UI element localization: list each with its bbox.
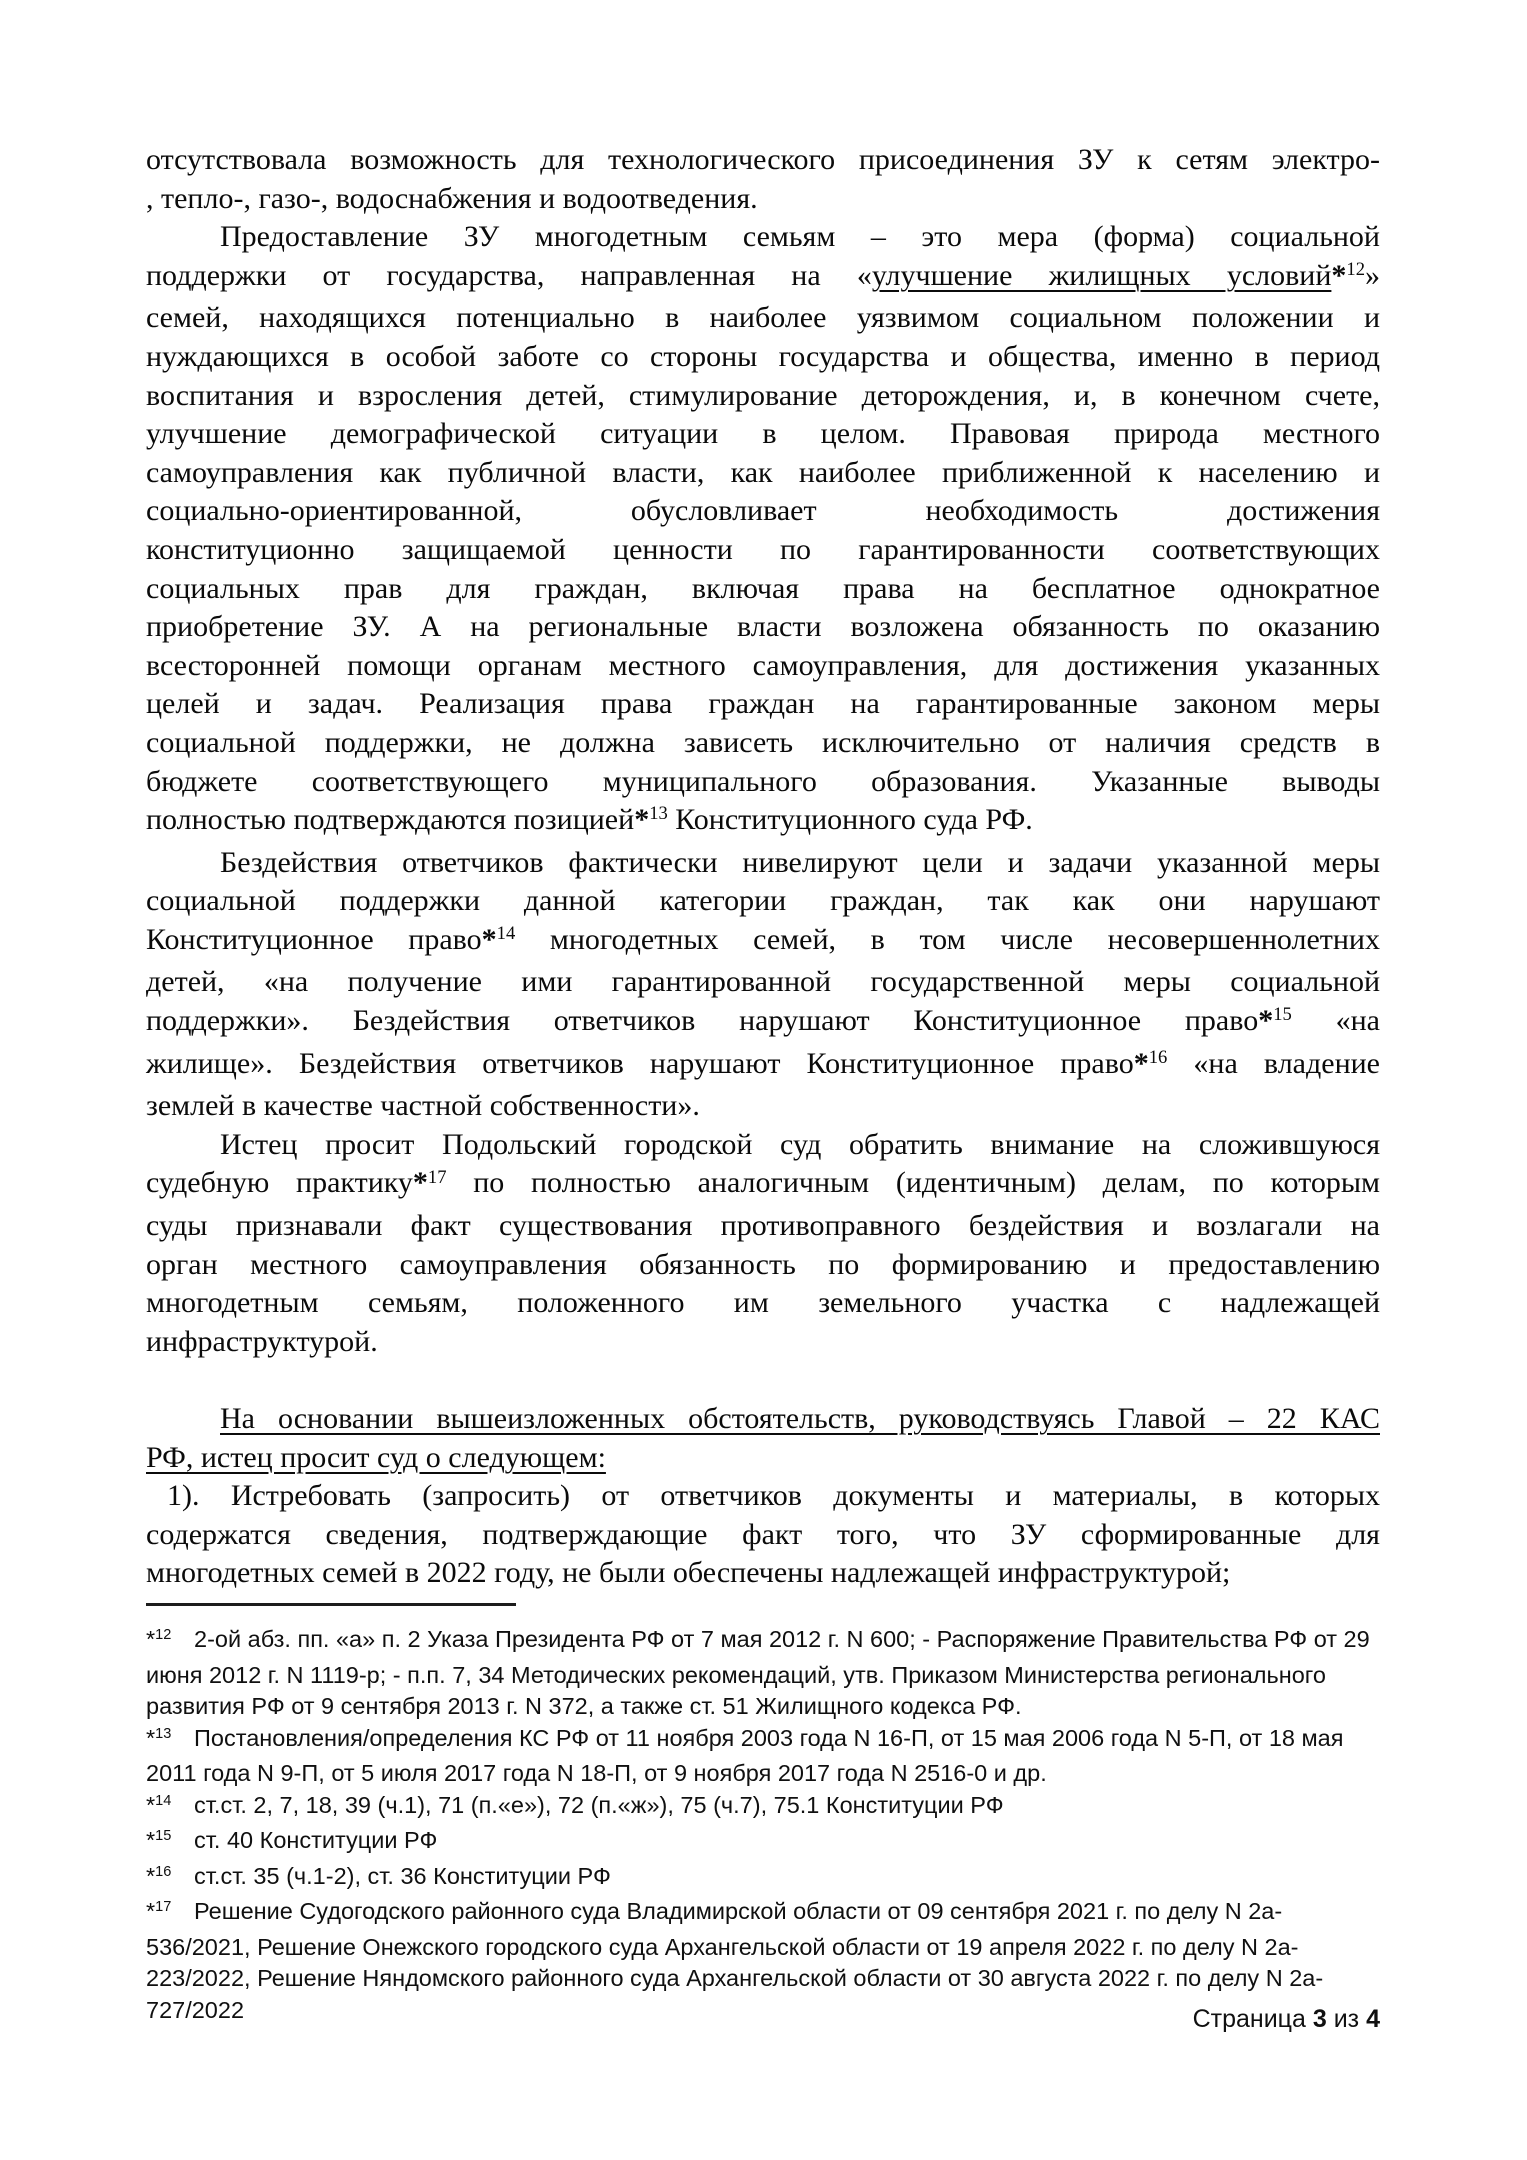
text-line	[146, 377, 1380, 416]
first-line-indent	[146, 871, 220, 872]
footnote-text: ст.ст. 2, 7, 18, 39 (ч.1), 71 (п.«е»), 72 (п.«ж»), 75 (ч.7), 75.1 Конституции РФ	[194, 1791, 1004, 1818]
text-run: семей, находящихся потенциально в наиболее уязвимом социальном положении и	[146, 301, 1380, 335]
footnote-number: 12	[155, 1627, 172, 1644]
text-line	[146, 882, 1380, 921]
page-number-middle: из	[1326, 2005, 1367, 2033]
text-run: детей, «на получение ими гарантированной государственной меры социальной	[146, 965, 1380, 999]
text-line	[146, 801, 1380, 844]
footnote-text: ст.ст. 35 (ч.1-2), ст. 36 Конституции РФ	[194, 1862, 611, 1889]
text-run: социальной поддержки данной категории граждан, так как они нарушают	[146, 884, 1380, 918]
text-run: Конституционное право	[146, 922, 482, 956]
footnote-text: июня 2012 г. N 1119-р; - п.п. 7, 34 Методических рекомендаций, утв. Приказом Министерства регионального	[146, 1661, 1326, 1688]
text-run: жилище». Бездействия ответчиков нарушают Конституционное право	[146, 1046, 1134, 1080]
asterisk: *	[146, 1724, 156, 1751]
text-run: Бездействия ответчиков фактически нивелируют цели и задачи указанной меры	[220, 845, 1380, 879]
text-run: 1). Истребовать (запросить) от ответчиков документы и материалы, в которых	[167, 1479, 1380, 1513]
footnote-marker	[146, 1896, 194, 1932]
text-run: «на	[1291, 1004, 1380, 1038]
text-line	[146, 1516, 1380, 1555]
text-run: землей в качестве частной собственности».	[146, 1089, 700, 1123]
footnote-line	[146, 1624, 1406, 1660]
text-line	[146, 724, 1380, 763]
footnotes	[146, 1624, 1406, 2026]
text-line	[146, 921, 1380, 964]
text-run: полностью подтверждаются позицией	[146, 803, 635, 837]
footnote-ref: 17	[427, 1166, 447, 1188]
text-line	[146, 844, 1380, 883]
text-run: многодетным семьям, положенного им земельного участка с надлежащей	[146, 1286, 1380, 1320]
text-run: всесторонней помощи органам местного самоуправления, для достижения указанных	[146, 648, 1380, 682]
footnote-text: ст. 40 Конституции РФ	[194, 1827, 438, 1853]
footnote-number: 15	[155, 1828, 172, 1845]
text-run: Конституционного суда РФ.	[667, 803, 1033, 837]
blank-line	[146, 1361, 1380, 1400]
text-line	[146, 1207, 1380, 1246]
footnote-text: Постановления/определения КС РФ от 11 ноября 2003 года N 16-П, от 15 мая 2006 года N 5-П, от 18 мая	[194, 1724, 1344, 1751]
footnote-line	[146, 1660, 1406, 1692]
text-line	[146, 1002, 1380, 1045]
text-run: Истец просит Подольский городской суд обратить внимание на сложившуюся	[220, 1127, 1380, 1161]
footnote-ref: 16	[1148, 1046, 1168, 1068]
footnote-ref: 13	[649, 803, 668, 825]
text-line	[146, 1554, 1380, 1593]
text-run: *	[1258, 1004, 1274, 1038]
page-number-prefix: Страница	[1192, 2005, 1313, 2033]
text-line	[146, 257, 1380, 300]
text-run: воспитания и взросления детей, стимулирование деторождения, и, в конечном счете,	[146, 378, 1380, 412]
text-line	[146, 531, 1380, 570]
text-run: На основании вышеизложенных обстоятельств, руководствуясь Главой – 22 КАС	[220, 1402, 1380, 1435]
text-line	[146, 1284, 1380, 1323]
footnote-line	[146, 1963, 1406, 1995]
text-run: целей и задач. Реализация права граждан на гарантированные законом меры	[146, 687, 1380, 721]
text-run: орган местного самоуправления обязанность по формированию и предоставлению	[146, 1247, 1380, 1281]
footnote-text: 223/2022, Решение Няндомского районного суда Архангельской области от 30 августа 2022 г. по делу N 2а-	[146, 1965, 1324, 1991]
footnote-text: 2011 года N 9-П, от 5 июля 2017 года N 18-П, от 9 ноября 2017 года N 2516-0 и др.	[146, 1760, 1047, 1786]
footnote-number: 13	[155, 1725, 172, 1742]
text-run: , тепло-, газо-, водоснабжения и водоотведения.	[146, 181, 758, 215]
footnote-separator	[146, 1603, 516, 1606]
footnote-line	[146, 1691, 1406, 1723]
text-line	[146, 1477, 1380, 1516]
footnote-line	[146, 1723, 1406, 1759]
text-run: бюджете соответствующего муниципального образования. Указанные выводы	[146, 764, 1380, 798]
text-run: *	[1133, 1046, 1149, 1080]
text-run: улучшение демографической ситуации в целом. Правовая природа местного	[146, 417, 1380, 451]
footnote-line	[146, 1790, 1406, 1826]
text-line	[146, 763, 1380, 802]
text-run: Предоставление ЗУ многодетным семьям – это мера (форма) социальной	[220, 220, 1380, 254]
text-run: суды признавали факт существования противоправного бездействия и возлагали на	[146, 1209, 1380, 1243]
text-run: *	[412, 1166, 428, 1200]
first-line-indent	[146, 1427, 220, 1428]
text-run: улучшение жилищных условий	[871, 258, 1332, 292]
first-line-indent	[146, 1153, 220, 1154]
text-run: *	[481, 922, 497, 956]
text-run: поддержки от государства, направленная на «	[146, 258, 872, 292]
footnote-line	[146, 1896, 1406, 1932]
text-line	[146, 1045, 1380, 1088]
footnote-number: 14	[155, 1792, 172, 1809]
text-run: конституционно защищаемой ценности по гарантированности соответствующих	[146, 532, 1380, 566]
text-run: »	[1365, 258, 1380, 292]
text-line	[146, 1323, 1380, 1362]
asterisk: *	[146, 1827, 156, 1853]
text-line	[146, 454, 1380, 493]
text-line	[146, 1400, 1380, 1439]
text-line	[146, 141, 1380, 180]
text-line	[146, 1126, 1380, 1165]
text-run: «на владение	[1167, 1046, 1380, 1080]
page-number-total: 4	[1366, 2005, 1380, 2033]
footnote-text: 536/2021, Решение Онежского городского суда Архангельской области от 19 апреля 2022 г. по делу N 2а-	[146, 1933, 1299, 1960]
text-line	[146, 685, 1380, 724]
footnote-line	[146, 1758, 1406, 1790]
text-run: многодетных семей в 2022 году, не были обеспечены надлежащей инфраструктурой;	[146, 1556, 1231, 1590]
footnote-text: 727/2022	[146, 1996, 245, 2023]
footnote-line	[146, 1932, 1406, 1964]
text-run: судебную практику	[146, 1166, 413, 1200]
footnote-marker	[146, 1790, 194, 1826]
text-line	[146, 608, 1380, 647]
footnote-ref: 15	[1273, 1004, 1292, 1026]
text-run: приобретение ЗУ. А на региональные власти возложена обязанность по оказанию	[146, 610, 1380, 644]
page-footer	[146, 2004, 1380, 2034]
footnote-marker	[146, 1825, 194, 1861]
text-line	[146, 647, 1380, 686]
text-line	[146, 1087, 1380, 1126]
footnote-number: 16	[155, 1863, 172, 1880]
footnote-ref: 12	[1346, 259, 1365, 281]
text-run: многодетных семей, в том числе несовершеннолетних	[515, 922, 1380, 956]
footnote-text: развития РФ от 9 сентября 2013 г. N 372, а также ст. 51 Жилищного кодекса РФ.	[146, 1693, 1022, 1719]
footnote-marker	[146, 1624, 194, 1660]
asterisk: *	[146, 1862, 156, 1889]
footnote-number: 17	[155, 1899, 172, 1916]
text-line	[146, 1439, 1380, 1478]
text-run: содержатся сведения, подтверждающие факт того, что ЗУ сформированные для	[146, 1517, 1380, 1551]
text-line	[146, 963, 1380, 1002]
text-line	[146, 180, 1380, 219]
first-line-indent	[146, 1504, 167, 1505]
text-line	[146, 338, 1380, 377]
text-run: поддержки». Бездействия ответчиков нарушают Конституционное право	[146, 1004, 1259, 1038]
text-run: социально-ориентированной, обусловливает необходимость достижения	[146, 494, 1380, 528]
text-line	[146, 492, 1380, 531]
text-run: инфраструктурой.	[146, 1324, 378, 1358]
first-line-indent	[146, 245, 220, 246]
text-line	[146, 570, 1380, 609]
footnote-text: Решение Судогодского районного суда Владимирской области от 09 сентября 2021 г. по делу N 2а-	[194, 1898, 1283, 1924]
footnote-ref: 14	[496, 923, 516, 945]
text-run: социальной поддержки, не должна зависеть исключительно от наличия средств в	[146, 725, 1380, 759]
text-line	[146, 218, 1380, 257]
footnote-line	[146, 1861, 1406, 1897]
text-run: нуждающихся в особой заботе со стороны государства и общества, именно в период	[146, 339, 1380, 373]
text-line	[146, 1246, 1380, 1285]
text-run: *	[634, 803, 650, 837]
text-line	[146, 415, 1380, 454]
text-run: самоуправления как публичной власти, как наиболее приближенной к населению и	[146, 455, 1380, 489]
body-text	[146, 141, 1380, 1593]
text-line	[146, 1164, 1380, 1207]
text-run: по полностью аналогичным (идентичным) делам, по которым	[446, 1166, 1380, 1200]
text-run: отсутствовала возможность для технологического присоединения ЗУ к сетям электро-	[146, 143, 1380, 176]
text-line	[146, 299, 1380, 338]
asterisk: *	[146, 1791, 156, 1818]
page-number-current: 3	[1312, 2005, 1327, 2033]
asterisk: *	[146, 1898, 156, 1924]
text-run: РФ, истец просит суд о следующем:	[146, 1440, 606, 1474]
footnote-marker	[146, 1861, 194, 1897]
asterisk: *	[146, 1626, 156, 1652]
footnote-marker	[146, 1723, 194, 1759]
footnote-text: 2-ой абз. пп. «а» п. 2 Указа Президента РФ от 7 мая 2012 г. N 600; - Распоряжение Правительства РФ от 29	[194, 1626, 1370, 1652]
footnote-line	[146, 1825, 1406, 1861]
text-run: *	[1331, 258, 1347, 292]
text-run: социальных прав для граждан, включая права на бесплатное однократное	[146, 571, 1380, 605]
